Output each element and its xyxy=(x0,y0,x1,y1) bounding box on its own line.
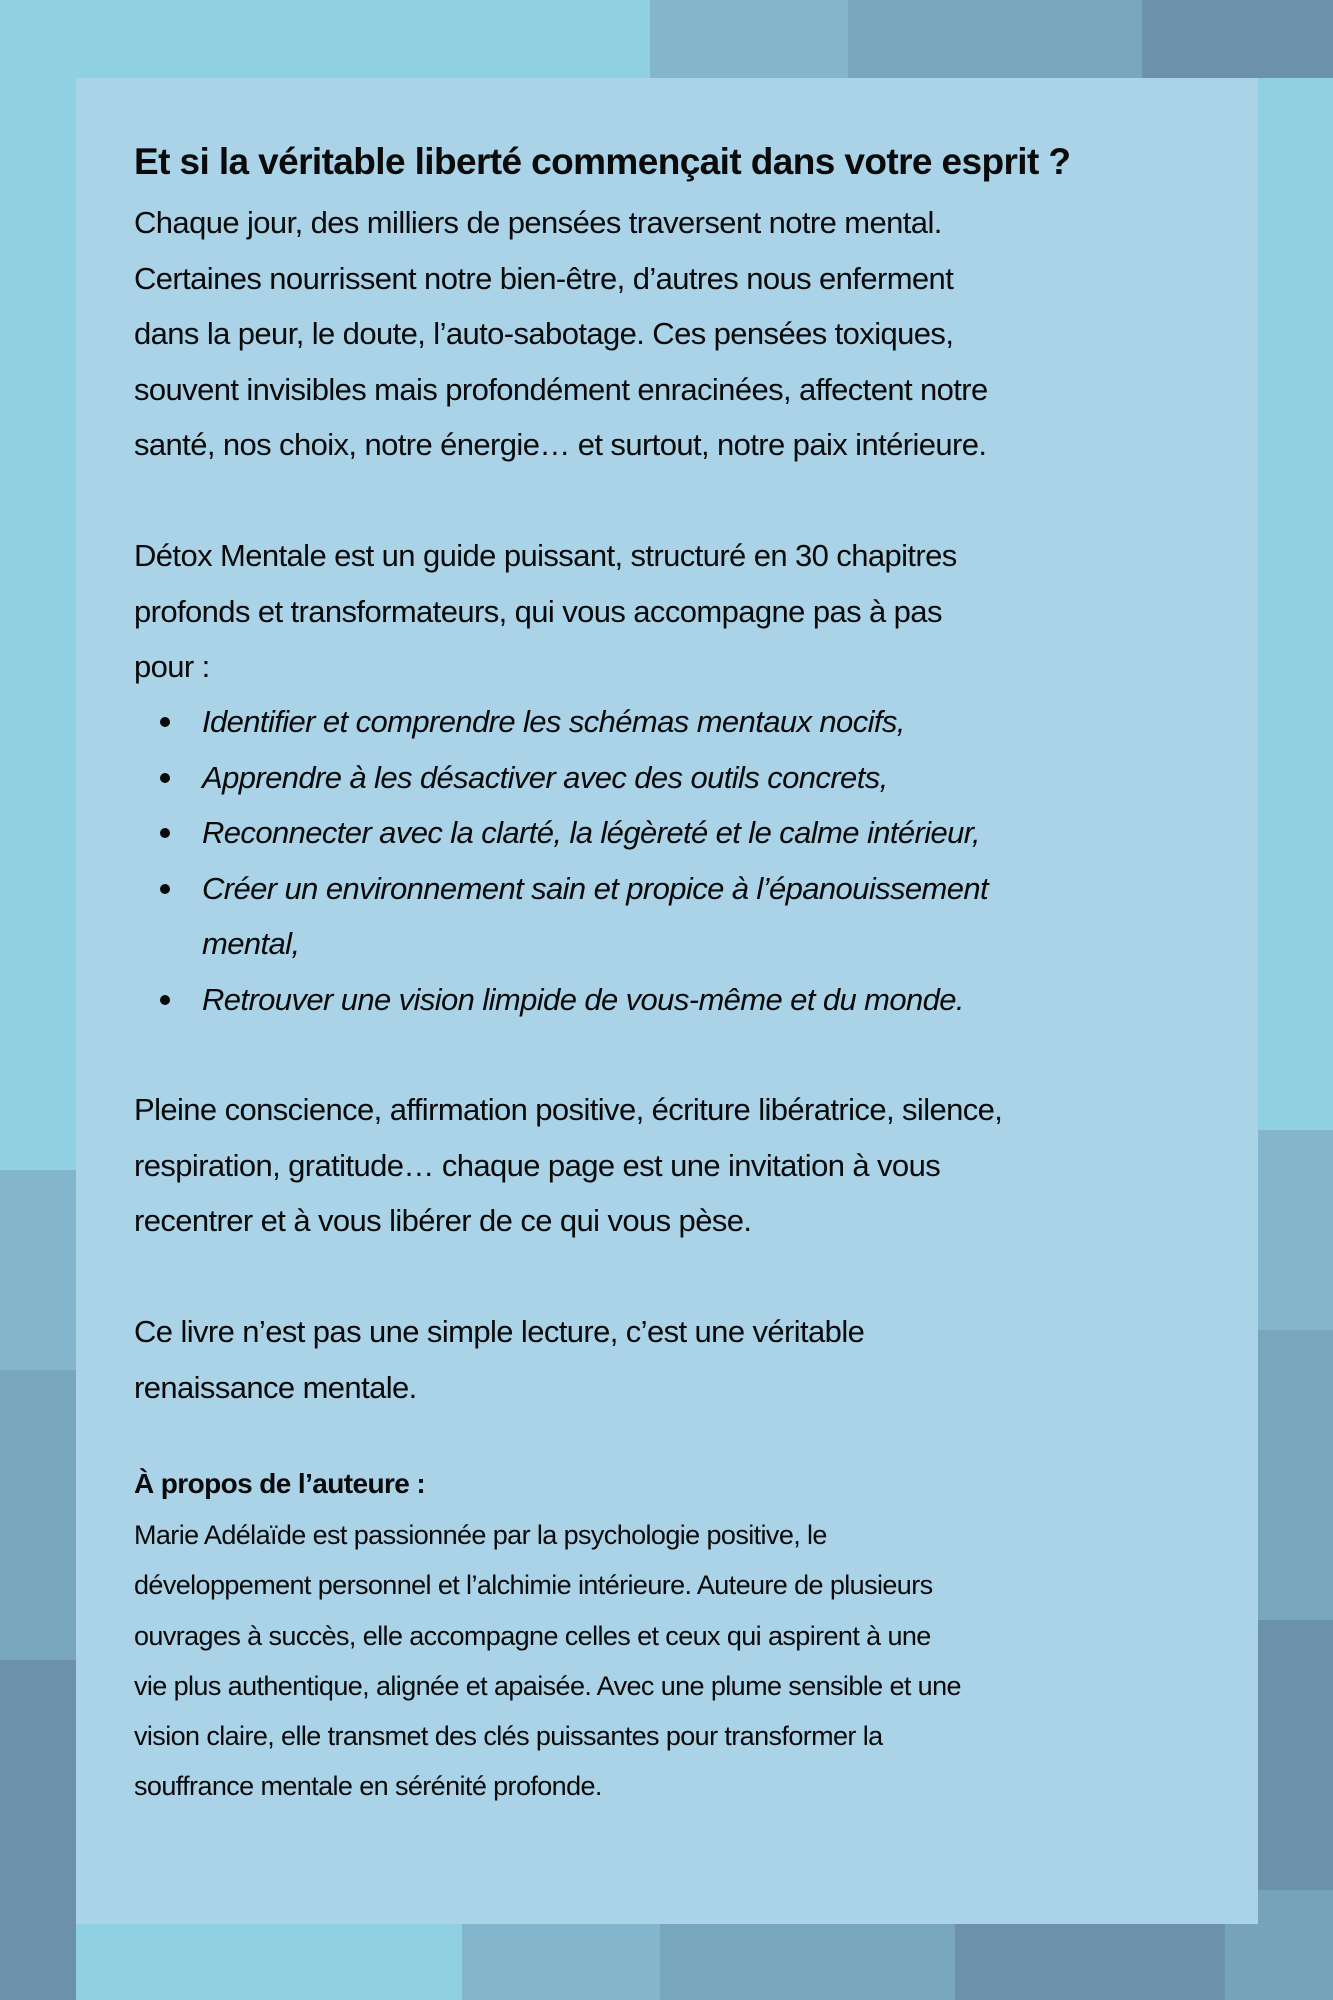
list-item xyxy=(134,861,1244,972)
list-item xyxy=(134,972,1244,1028)
text-line: Détox Mentale est un guide puissant, structuré en 30 chapitres xyxy=(134,538,957,573)
text-line: Pleine conscience, affirmation positive, écriture libératrice, silence, xyxy=(134,1092,1003,1127)
author-heading-text: À propos de l’auteure : xyxy=(134,1468,426,1499)
cover-title xyxy=(134,134,1244,190)
bg-tile xyxy=(955,1924,1225,2000)
bg-tile xyxy=(1258,1620,1333,1890)
bg-tile xyxy=(0,1170,76,1370)
bg-tile xyxy=(1258,1130,1333,1330)
bullet-icon xyxy=(160,717,170,727)
text-line: souvent invisibles mais profondément enracinées, affectent notre xyxy=(134,371,988,407)
bullet-icon xyxy=(160,995,170,1005)
list-item xyxy=(134,805,1244,861)
text-line: développement personnel et l’alchimie intérieure. Auteure de plusieurs xyxy=(134,1570,933,1601)
bg-tile xyxy=(848,0,1142,78)
bullet-icon xyxy=(160,884,170,894)
title-text: Et si la véritable liberté commençait dans votre esprit ? xyxy=(134,141,1071,182)
text-line: Chaque jour, des milliers de pensées traversent notre mental. xyxy=(134,205,942,240)
bullet-list xyxy=(134,694,1244,1028)
bg-tile xyxy=(462,1924,660,2000)
text-line: souffrance mentale en sérénité profonde. xyxy=(134,1771,602,1802)
text-line: mental, xyxy=(202,926,300,962)
text-line: Reconnecter avec la clarté, la légèreté et le calme intérieur, xyxy=(202,815,980,851)
text-line: ouvrages à succès, elle accompagne celles et ceux qui aspirent à une xyxy=(134,1620,931,1651)
bullet-icon xyxy=(160,828,170,838)
text-line: santé, nos choix, notre énergie… et surtout, notre paix intérieure. xyxy=(134,427,987,463)
closing-paragraph xyxy=(134,1304,1244,1415)
bg-tile xyxy=(650,0,848,78)
text-line: respiration, gratitude… chaque page est une invitation à vous xyxy=(134,1147,941,1183)
bg-tile xyxy=(1258,1330,1333,1620)
text-line: dans la peur, le doute, l’auto-sabotage. Ces pensées toxiques, xyxy=(134,316,954,352)
list-item xyxy=(134,750,1244,806)
author-heading xyxy=(134,1459,1244,1509)
text-line: Certaines nourrissent notre bien-être, d’autres nous enferment xyxy=(134,260,954,296)
text-line: Retrouver une vision limpide de vous-même et du monde. xyxy=(202,981,964,1017)
bg-tile xyxy=(660,1924,955,2000)
bullet-icon xyxy=(160,773,170,783)
guide-paragraph xyxy=(134,528,1244,695)
text-line: renaissance mentale. xyxy=(134,1369,417,1405)
intro-paragraph xyxy=(134,195,1244,473)
bg-tile xyxy=(0,1660,76,2000)
practice-paragraph xyxy=(134,1082,1244,1249)
text-line: vision claire, elle transmet des clés puissantes pour transformer la xyxy=(134,1721,883,1752)
bg-tile xyxy=(1225,1924,1333,2000)
list-item xyxy=(134,694,1244,750)
text-line: recentrer et à vous libérer de ce qui vous pèse. xyxy=(134,1203,752,1239)
bg-tile xyxy=(1142,0,1333,78)
text-line: Ce livre n’est pas une simple lecture, c’est une véritable xyxy=(134,1314,865,1349)
text-line: Marie Adélaïde est passionnée par la psychologie positive, le xyxy=(134,1520,827,1550)
author-bio xyxy=(134,1510,1244,1812)
text-line: Identifier et comprendre les schémas mentaux nocifs, xyxy=(202,704,905,739)
text-line: vie plus authentique, alignée et apaisée. Avec une plume sensible et une xyxy=(134,1670,961,1701)
text-line: profonds et transformateurs, qui vous accompagne pas à pas xyxy=(134,593,942,629)
text-line: pour : xyxy=(134,649,210,685)
bg-tile xyxy=(0,1370,76,1660)
text-line: Apprendre à les désactiver avec des outils concrets, xyxy=(202,759,888,795)
text-line: Créer un environnement sain et propice à l’épanouissement xyxy=(202,870,989,906)
